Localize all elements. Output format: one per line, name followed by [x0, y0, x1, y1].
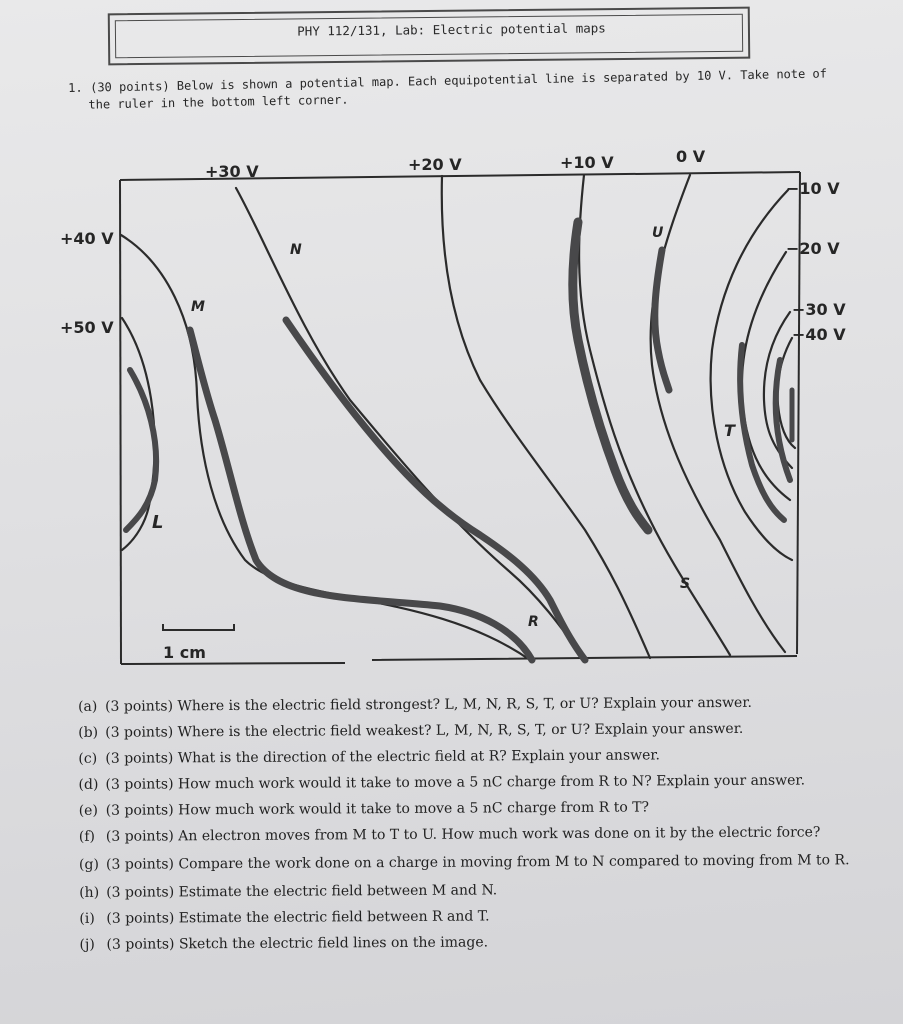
equipotential-line-10v — [579, 175, 730, 655]
label-minus40v: −40 V — [792, 325, 846, 344]
map-border-left — [120, 180, 121, 664]
question-item: (g) (3 points) Compare the work done on a charge in moving from M to N compared to moving from M to R. — [78, 852, 850, 873]
problem-intro-line-1: (30 points) Below is shown a potential map. Each equipotential line is separated by 10 V. Take note of — [90, 66, 828, 95]
point-label-n: N — [290, 242, 302, 258]
label-plus50v: +50 V — [60, 318, 114, 337]
problem-intro-line-2: the ruler in the bottom left corner. — [88, 92, 349, 112]
question-item: (j) (3 points) Sketch the electric field lines on the image. — [79, 934, 489, 953]
question-item: (c) (3 points) What is the direction of the electric field at R? Explain your answer. — [78, 747, 661, 767]
label-minus20v: −20 V — [786, 239, 840, 258]
label-plus10v: +10 V — [560, 153, 614, 172]
question-item: (d) (3 points) How much work would it take to move a 5 nC charge from R to N? Explain your answer. — [78, 772, 806, 793]
question-list — [70, 693, 872, 962]
page-title: PHY 112/131, Lab: Electric potential maps — [297, 20, 606, 39]
point-label-r: R — [528, 614, 539, 630]
problem-number: 1. — [68, 80, 83, 95]
question-item: (e) (3 points) How much work would it take to move a 5 nC charge from R to T? — [78, 799, 650, 819]
point-label-s: S — [680, 576, 691, 592]
label-minus10v: −10 V — [786, 179, 840, 198]
question-item: (h) (3 points) Estimate the electric field between M and N. — [79, 882, 498, 901]
question-item: (b) (3 points) Where is the electric field weakest? L, M, N, R, S, T, or U? Explain your answer. — [78, 720, 744, 741]
equipotential-line-30v — [236, 188, 585, 660]
ruler-bar — [163, 624, 234, 630]
point-label-m: M — [191, 299, 205, 315]
point-label-u: U — [652, 225, 664, 241]
map-border-bottom — [121, 656, 797, 664]
traced-stroke-10v — [573, 222, 648, 530]
question-item: (a) (3 points) Where is the electric field strongest? L, M, N, R, S, T, or U? Explain your answer. — [78, 694, 752, 715]
traced-stroke-0v — [655, 250, 669, 390]
label-plus20v: +20 V — [408, 155, 462, 174]
question-item: (i) (3 points) Estimate the electric field between R and T. — [79, 908, 490, 927]
label-plus40v: +40 V — [60, 229, 114, 248]
point-label-l: L — [152, 512, 164, 533]
label-plus30v: +30 V — [205, 162, 259, 181]
equipotential-line-20v — [442, 176, 650, 658]
point-label-t: T — [724, 421, 735, 440]
label-0v: 0 V — [676, 147, 706, 166]
traced-stroke-l-curve — [126, 370, 156, 530]
ruler-label: 1 cm — [163, 643, 206, 662]
label-minus30v: −30 V — [792, 300, 846, 319]
question-item: (f) (3 points) An electron moves from M to T to U. How much work was done on it by the electric force? — [78, 824, 821, 845]
